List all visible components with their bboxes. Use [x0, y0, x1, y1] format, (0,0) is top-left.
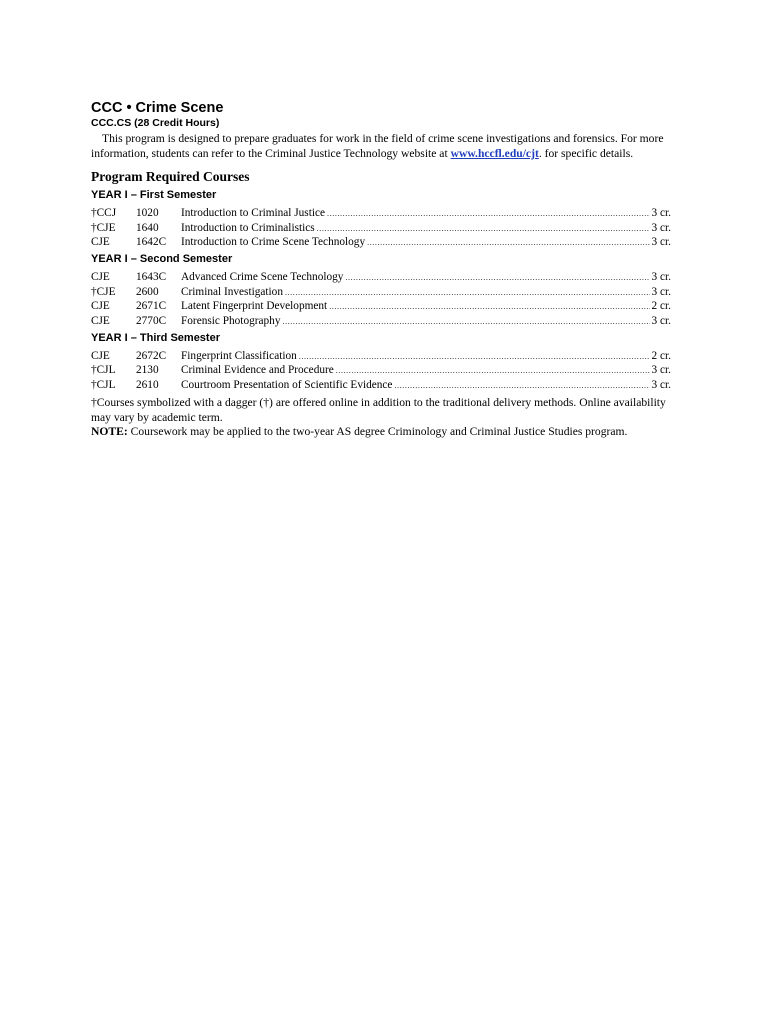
course-list: [91, 270, 671, 328]
dot-leader: [285, 286, 650, 300]
course-prefix: †CCJ: [91, 207, 117, 220]
course-title: Criminal Investigation: [181, 285, 283, 298]
course-number: 1020: [136, 207, 159, 220]
course-credits: 2 cr.: [651, 300, 671, 313]
course-title: Fingerprint Classification: [181, 349, 297, 362]
course-title: Advanced Crime Scene Technology: [181, 271, 344, 284]
dot-leader: [299, 350, 650, 364]
course-row: [91, 314, 671, 328]
course-row: [91, 206, 671, 220]
dot-leader: [367, 236, 649, 250]
semester-third: [91, 331, 671, 392]
course-credits: 3 cr.: [651, 314, 671, 327]
program-code: CCC.CS (28 Credit Hours): [91, 117, 220, 129]
course-prefix: CJE: [91, 314, 110, 327]
dot-leader: [317, 222, 650, 236]
course-title: Introduction to Criminalistics: [181, 221, 315, 234]
course-row: [91, 270, 671, 284]
course-row: [91, 285, 671, 299]
note-text: Coursework may be applied to the two-year AS degree Criminology and Criminal Justice Studies program.: [127, 425, 628, 439]
course-prefix: CJE: [91, 271, 110, 284]
cjt-website-link[interactable]: www.hccfl.edu/cjt: [450, 146, 539, 160]
coursework-note: [91, 425, 671, 440]
course-number: 1640: [136, 221, 159, 234]
course-number: 1642C: [136, 235, 167, 248]
course-list: [91, 349, 671, 392]
required-courses-heading: Program Required Courses: [91, 169, 250, 185]
course-prefix: †CJL: [91, 378, 116, 391]
document-page: [91, 100, 671, 440]
semester-heading: YEAR I – First Semester: [91, 189, 217, 202]
course-row: [91, 299, 671, 313]
semester-heading: YEAR I – Third Semester: [91, 331, 220, 344]
course-title: Introduction to Criminal Justice: [181, 207, 326, 220]
course-row: [91, 235, 671, 249]
course-prefix: †CJL: [91, 364, 116, 377]
course-row: [91, 221, 671, 235]
dot-leader: [327, 207, 650, 221]
course-credits: 2 cr.: [651, 349, 671, 362]
program-description: [91, 132, 671, 161]
course-list: [91, 206, 671, 249]
dot-leader: [345, 271, 649, 285]
dot-leader: [336, 364, 650, 378]
course-credits: 3 cr.: [651, 285, 671, 298]
course-credits: 3 cr.: [651, 364, 671, 377]
course-number: 2610: [136, 378, 159, 391]
course-row: [91, 363, 671, 377]
course-title: Criminal Evidence and Procedure: [181, 364, 334, 377]
dot-leader: [329, 300, 649, 314]
course-number: 1643C: [136, 271, 167, 284]
course-prefix: CJE: [91, 300, 110, 313]
dot-leader: [394, 379, 649, 393]
course-number: 2672C: [136, 349, 167, 362]
intro-text-end: . for specific details.: [538, 146, 634, 160]
course-title: Latent Fingerprint Development: [181, 300, 328, 313]
course-number: 2671C: [136, 300, 167, 313]
course-row: [91, 378, 671, 392]
course-credits: 3 cr.: [651, 271, 671, 284]
course-credits: 3 cr.: [651, 221, 671, 234]
course-credits: 3 cr.: [651, 378, 671, 391]
course-prefix: †CJE: [91, 285, 116, 298]
course-number: 2130: [136, 364, 159, 377]
course-title: Introduction to Crime Scene Technology: [181, 235, 366, 248]
intro-text: This program is designed to prepare graduates for work in the field of crime scene investigations and forensics. For more information, students can refer to the Criminal Justice Technology website at: [91, 132, 664, 160]
semester-first: [91, 188, 671, 249]
note-label: NOTE:: [91, 425, 128, 439]
course-prefix: CJE: [91, 235, 110, 248]
dot-leader: [282, 315, 649, 329]
course-title: Forensic Photography: [181, 314, 281, 327]
dagger-footnote: †Courses symbolized with a dagger (†) are offered online in addition to the traditional delivery methods. Online availability may vary by academic term.: [91, 396, 666, 424]
semester-heading: YEAR I – Second Semester: [91, 253, 233, 266]
semester-second: [91, 252, 671, 328]
course-title: Courtroom Presentation of Scientific Evidence: [181, 378, 393, 391]
course-credits: 3 cr.: [651, 207, 671, 220]
course-prefix: †CJE: [91, 221, 116, 234]
course-prefix: CJE: [91, 349, 110, 362]
course-number: 2600: [136, 285, 159, 298]
course-credits: 3 cr.: [651, 235, 671, 248]
page-title: CCC • Crime Scene: [91, 100, 224, 116]
course-number: 2770C: [136, 314, 167, 327]
course-row: [91, 349, 671, 363]
